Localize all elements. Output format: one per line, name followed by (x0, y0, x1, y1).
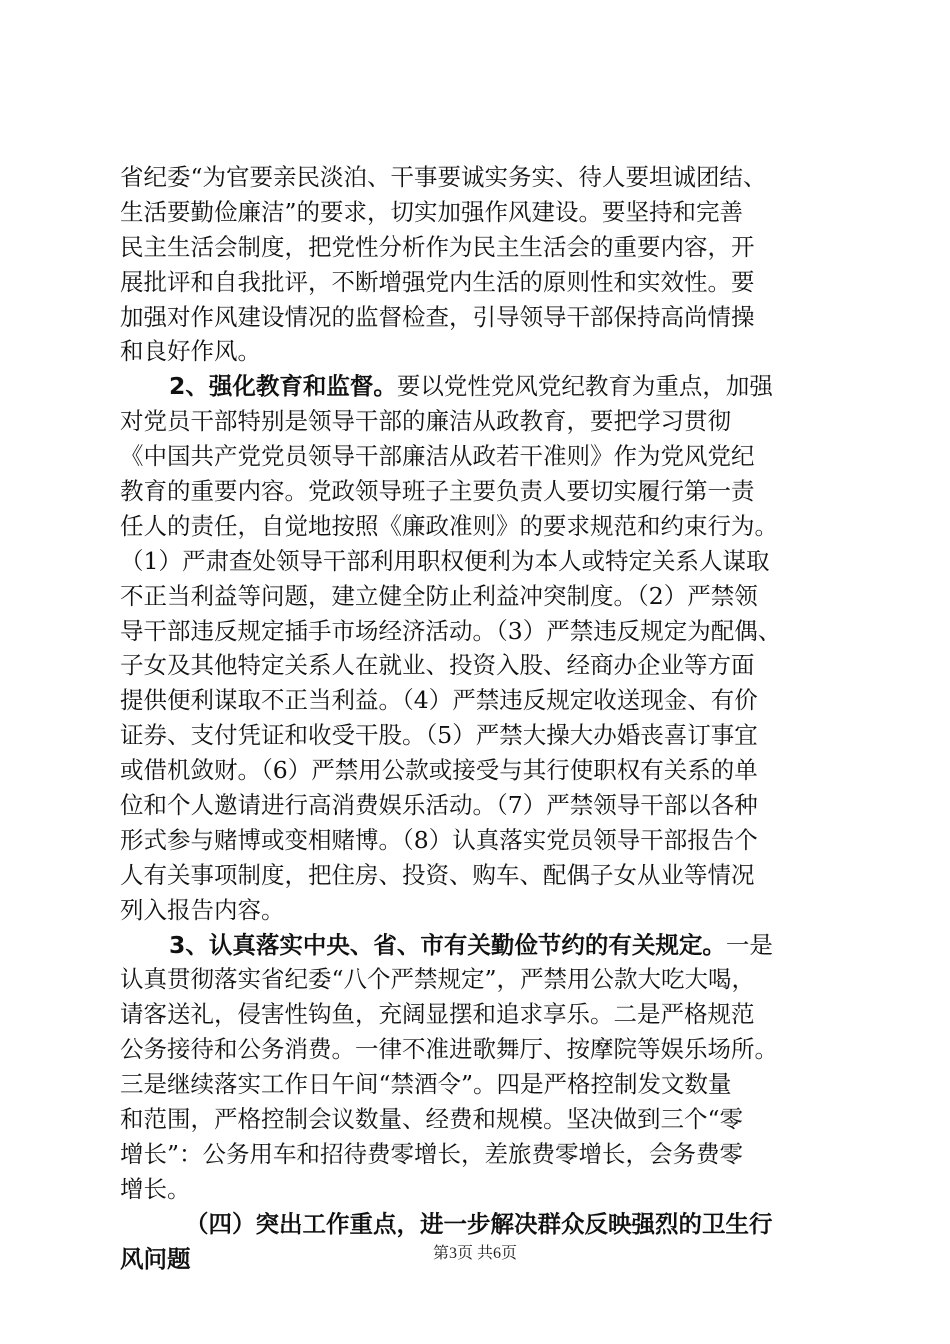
line-text: 民主生活会制度，把党性分析作为民主生活会的重要内容，开 (120, 232, 755, 261)
text-line (120, 858, 835, 893)
line-text: 请客送礼，侵害性钩鱼，充阔显摆和追求享乐。二是严格规范 (120, 1000, 755, 1029)
line-text: 证券、支付凭证和收受干股。（5）严禁大操大办婚丧喜订事宜 (120, 721, 758, 750)
section-2-first-line (120, 369, 835, 404)
text-line (120, 1102, 835, 1137)
line-text: 列入报告内容。 (120, 895, 285, 924)
section-3-first-line (120, 928, 835, 963)
line-text: 增长。 (120, 1174, 191, 1203)
text-line (120, 997, 835, 1032)
line-text: 加强对作风建设情况的监督检查，引导领导干部保持高尚情操 (120, 302, 755, 331)
line-text: 一是 (725, 930, 773, 959)
line-text: 导干部违反规定插手市场经济活动。（3）严禁违反规定为配偶、 (120, 616, 782, 645)
text-line (120, 160, 835, 195)
line-text: 三是继续落实工作日午间“禁酒令”。四是严格控制发文数量 (120, 1070, 732, 1099)
text-line (120, 509, 835, 544)
line-text: 展批评和自我批评，不断增强党内生活的原则性和实效性。要 (120, 267, 755, 296)
text-line (120, 195, 835, 230)
text-line (120, 544, 835, 579)
line-text: 对党员干部特别是领导干部的廉洁从政教育，要把学习贯彻 (120, 407, 731, 436)
text-line (120, 893, 835, 928)
line-text: 形式参与赌博或变相赌博。（8）认真落实党员领导干部报告个 (120, 825, 758, 854)
text-line (120, 1067, 835, 1102)
text-line (120, 404, 835, 439)
line-text: （1）严肃查处领导干部利用职权便利为本人或特定关系人谋取 (120, 546, 770, 575)
text-line (120, 474, 835, 509)
line-text: 提供便利谋取不正当利益。（4）严禁违反规定收送现金、有价 (120, 686, 758, 715)
line-text: 任人的责任，自觉地按照《廉政准则》的要求规范和约束行为。 (120, 511, 778, 540)
text-line (120, 439, 835, 474)
line-text: 生活要勤俭廉洁”的要求，切实加强作风建设。要坚持和完善 (120, 197, 744, 226)
line-text: 和良好作风。 (120, 337, 261, 366)
page-indicator: 第3页 共6页 (432, 1245, 517, 1262)
text-line (120, 1137, 835, 1172)
line-text: 《中国共产党党员领导干部廉洁从政若干准则》作为党风党纪 (120, 442, 755, 471)
line-text: 和范围，严格控制会议数量、经费和规模。坚决做到三个“零 (120, 1105, 744, 1134)
text-line (120, 788, 835, 823)
section-4-heading-line (120, 1207, 835, 1242)
text-line (120, 962, 835, 997)
line-text: 省纪委“为官要亲民淡泊、干事要诚实务实、待人要坦诚团结、 (120, 163, 767, 191)
document-body (120, 160, 835, 1277)
section-heading-4: （四）突出工作重点，进一步解决群众反映强烈的卫生行 (185, 1209, 773, 1238)
text-line (120, 300, 835, 335)
text-line (120, 718, 835, 753)
text-line (120, 334, 835, 369)
line-text: 增长”：公务用车和招待费零增长，差旅费零增长，会务费零 (120, 1139, 744, 1168)
line-text: 人有关事项制度，把住房、投资、购车、配偶子女从业等情况 (120, 860, 755, 889)
line-text: 公务接待和公务消费。一律不准进歌舞厅、按摩院等娱乐场所。 (120, 1035, 778, 1064)
text-line (120, 823, 835, 858)
text-line (120, 683, 835, 718)
line-text: 不正当利益等问题，建立健全防止利益冲突制度。（2）严禁领 (120, 581, 758, 610)
section-heading-3: 3、认真落实中央、省、市有关勤俭节约的有关规定。 (169, 930, 726, 959)
line-text: 子女及其他特定关系人在就业、投资入股、经商办企业等方面 (120, 651, 755, 680)
section-heading-2: 2、强化教育和监督。 (169, 372, 397, 401)
text-line (120, 614, 835, 649)
line-text: 或借机敛财。（6）严禁用公款或接受与其行使职权有关系的单 (120, 756, 758, 785)
line-text: 要以党性党风党纪教育为重点，加强 (396, 372, 773, 401)
page-footer (0, 1240, 950, 1263)
line-text: 认真贯彻落实省纪委“八个严禁规定”，严禁用公款大吃大喝， (120, 965, 756, 994)
text-line (120, 265, 835, 300)
line-text: 教育的重要内容。党政领导班子主要负责人要切实履行第一责 (120, 477, 755, 506)
line-text: 位和个人邀请进行高消费娱乐活动。（7）严禁领导干部以各种 (120, 791, 758, 820)
text-line (120, 1032, 835, 1067)
text-line (120, 230, 835, 265)
section-heading-4-continued: 风问题 (120, 1244, 191, 1273)
text-line (120, 648, 835, 683)
text-line (120, 753, 835, 788)
text-line (120, 1172, 835, 1207)
text-line (120, 579, 835, 614)
